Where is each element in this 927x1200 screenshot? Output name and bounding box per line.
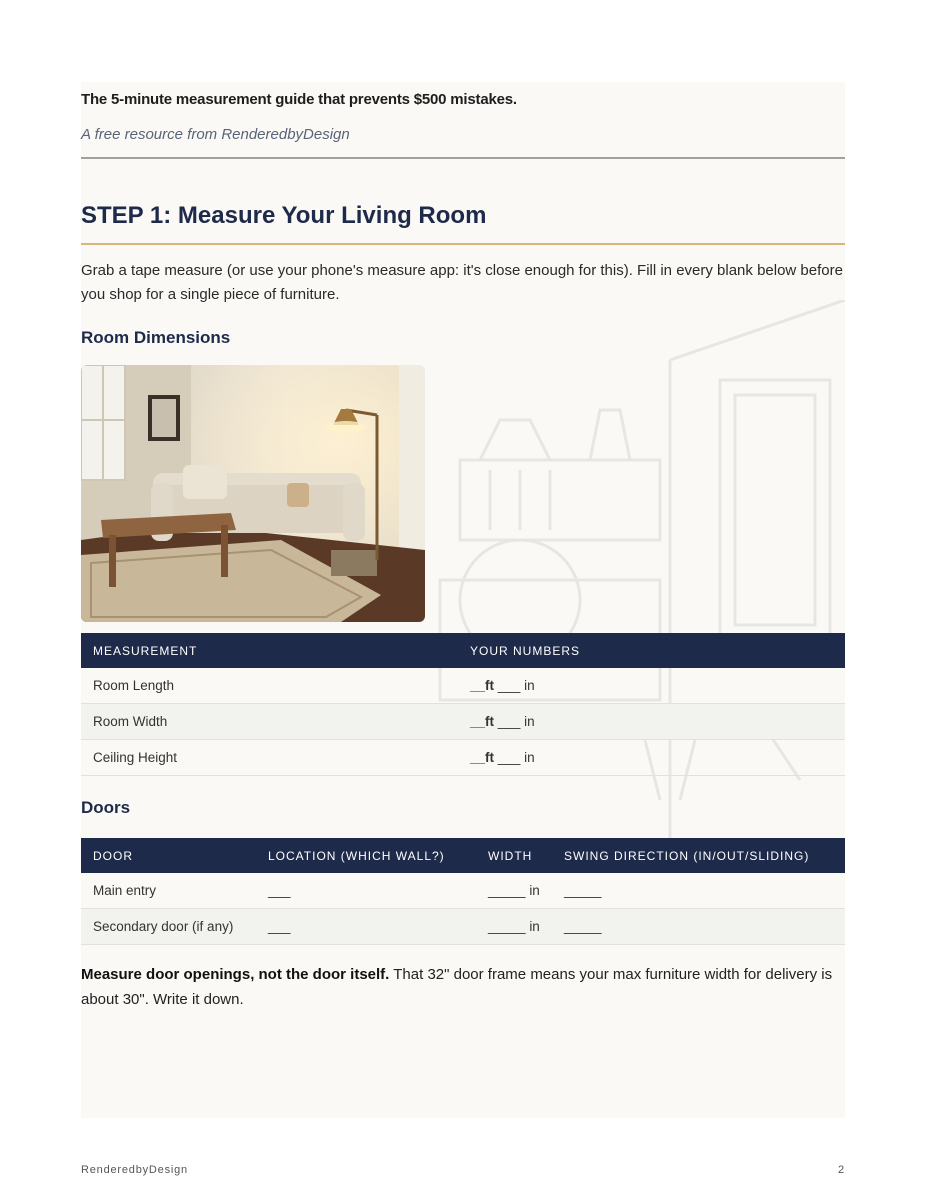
doors-table <box>81 838 845 945</box>
door-measure-note <box>81 962 845 1012</box>
room-dimensions-table <box>81 633 845 776</box>
width-blank[interactable] <box>476 873 552 909</box>
width-blank-line[interactable]: _____ <box>488 919 526 934</box>
table-header-row <box>81 838 845 873</box>
ft-unit: ft <box>485 714 495 729</box>
measurement-label: Room Length <box>81 668 458 704</box>
room-dimensions-heading: Room Dimensions <box>81 328 231 347</box>
measurement-blank[interactable] <box>458 740 845 776</box>
width-blank-line[interactable]: _____ <box>488 883 526 898</box>
column-header: YOUR NUMBERS <box>458 633 845 668</box>
location-blank[interactable]: ___ <box>256 909 476 945</box>
in-unit: in <box>524 678 535 693</box>
measurement-blank[interactable] <box>458 668 845 704</box>
location-blank[interactable]: ___ <box>256 873 476 909</box>
ft-blank[interactable]: __ <box>470 678 486 693</box>
table-row <box>81 668 845 704</box>
table-row <box>81 873 845 909</box>
door-name: Main entry <box>81 873 256 909</box>
table-header-row <box>81 633 845 668</box>
ft-unit: ft <box>485 750 495 765</box>
swing-blank[interactable]: _____ <box>552 909 845 945</box>
guide-subtitle: A free resource from RenderedbyDesign <box>81 126 350 143</box>
step-title: STEP 1: Measure Your Living Room <box>81 202 487 229</box>
living-room-photo <box>81 365 425 622</box>
note-emphasis: Measure door openings, not the door itself. <box>81 966 390 983</box>
measurement-label: Ceiling Height <box>81 740 458 776</box>
door-name: Secondary door (if any) <box>81 909 256 945</box>
table-row <box>81 704 845 740</box>
width-unit: in <box>529 919 540 934</box>
column-header: LOCATION (WHICH WALL?) <box>256 838 476 873</box>
guide-tagline: The 5-minute measurement guide that prevents $500 mistakes. <box>81 91 517 108</box>
column-header: WIDTH <box>476 838 552 873</box>
in-unit: in <box>524 750 535 765</box>
column-header: MEASUREMENT <box>81 633 458 668</box>
page-number: 2 <box>838 1164 845 1176</box>
ft-blank[interactable]: __ <box>470 750 486 765</box>
in-unit: in <box>524 714 535 729</box>
column-header: SWING DIRECTION (IN/OUT/SLIDING) <box>552 838 845 873</box>
table-row <box>81 909 845 945</box>
column-header: DOOR <box>81 838 256 873</box>
in-blank[interactable]: ___ <box>497 714 521 729</box>
measurement-blank[interactable] <box>458 704 845 740</box>
ft-unit: ft <box>485 678 495 693</box>
in-blank[interactable]: ___ <box>497 678 521 693</box>
footer-brand: RenderedbyDesign <box>81 1164 188 1176</box>
ft-blank[interactable]: __ <box>470 714 486 729</box>
table-row <box>81 740 845 776</box>
doors-heading: Doors <box>81 798 131 817</box>
width-unit: in <box>529 883 540 898</box>
swing-blank[interactable]: _____ <box>552 873 845 909</box>
in-blank[interactable]: ___ <box>497 750 521 765</box>
note-text: That 32" door frame means your max furniture width for delivery is about 30". Write it down. <box>81 966 833 1008</box>
step-divider <box>81 243 845 245</box>
step-intro: Grab a tape measure (or use your phone's measure app: it's close enough for this). Fill in every blank below before you shop for a single piece of furniture. <box>81 262 843 303</box>
header-divider <box>81 157 845 159</box>
width-blank[interactable] <box>476 909 552 945</box>
measurement-label: Room Width <box>81 704 458 740</box>
